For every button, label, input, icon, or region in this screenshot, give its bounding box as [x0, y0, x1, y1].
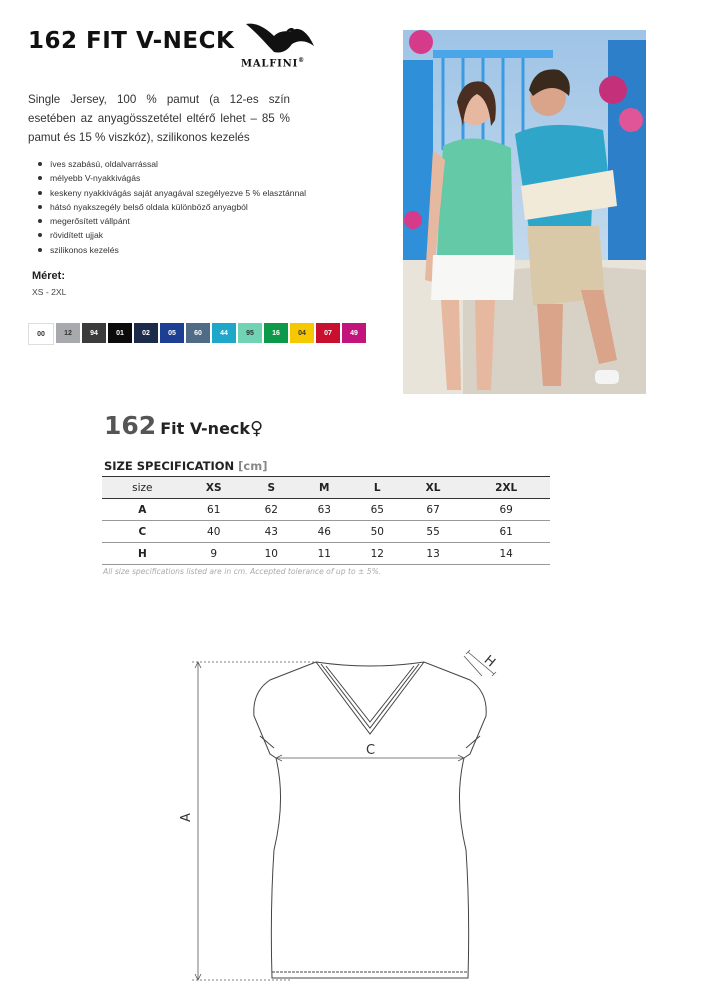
- table-row: [102, 499, 550, 521]
- label-a: A: [179, 813, 194, 822]
- feature-item: rövidített ujjak: [38, 228, 306, 242]
- table-row: [102, 521, 550, 543]
- spec-unit: [cm]: [238, 459, 268, 473]
- table-cell: 69: [462, 499, 550, 521]
- feature-item: mélyebb V-nyakkivágás: [38, 171, 306, 185]
- female-icon: ♀: [250, 418, 264, 439]
- table-cell: 13: [404, 543, 463, 565]
- product-description: Single Jersey, 100 % pamut (a 12-es szín esetében az anyagösszetétel eltérő lehet – 85 % pamut és 15 % viszkóz), szilikonos kezelés: [28, 93, 290, 144]
- model-name: Fit V-neck: [160, 419, 251, 438]
- spec-title-text: SIZE SPECIFICATION: [104, 459, 235, 473]
- table-cell: 12: [351, 543, 404, 565]
- color-swatch: 00: [28, 323, 54, 345]
- color-swatch: 60: [186, 323, 210, 343]
- column-header: XS: [183, 477, 245, 499]
- color-swatch: 01: [108, 323, 132, 343]
- column-header: size: [102, 477, 183, 499]
- column-header: XL: [404, 477, 463, 499]
- table-cell: 61: [462, 521, 550, 543]
- label-h: H: [480, 652, 498, 671]
- registered-mark: ®: [298, 57, 305, 64]
- color-swatch: 07: [316, 323, 340, 343]
- table-cell: 43: [245, 521, 298, 543]
- column-header: S: [245, 477, 298, 499]
- table-cell: 67: [404, 499, 463, 521]
- color-swatch: 49: [342, 323, 366, 343]
- table-cell: 9: [183, 543, 245, 565]
- table-cell: 63: [298, 499, 351, 521]
- column-header: 2XL: [462, 477, 550, 499]
- color-swatch: 04: [290, 323, 314, 343]
- feature-item: megerősített vállpánt: [38, 214, 306, 228]
- size-spec-table: [102, 476, 550, 565]
- brand-text: MALFINI: [241, 58, 299, 70]
- spec-note: All size specifications listed are in cm. Accepted tolerance of up to ± 5%.: [103, 567, 382, 576]
- feature-item: szilikonos kezelés: [38, 243, 306, 257]
- color-swatch: 02: [134, 323, 158, 343]
- table-cell: A: [102, 499, 183, 521]
- table-cell: 10: [245, 543, 298, 565]
- table-cell: 55: [404, 521, 463, 543]
- table-cell: 40: [183, 521, 245, 543]
- table-cell: 14: [462, 543, 550, 565]
- feature-item: íves szabású, oldalvarrással: [38, 157, 306, 171]
- color-swatch: 05: [160, 323, 184, 343]
- table-cell: C: [102, 521, 183, 543]
- color-swatch: 44: [212, 323, 236, 343]
- feature-item: keskeny nyakkivágás saját anyagával szegélyezve 5 % elasztánnal: [38, 186, 306, 200]
- color-swatch: 16: [264, 323, 288, 343]
- table-cell: 11: [298, 543, 351, 565]
- tshirt-diagram: [170, 640, 530, 990]
- table-header-row: [102, 477, 550, 499]
- product-title: 162 FIT V-NECK: [28, 28, 235, 54]
- color-swatch: 12: [56, 323, 80, 343]
- feature-item: hátsó nyakszegély belső oldala különböző anyagból: [38, 200, 306, 214]
- table-cell: H: [102, 543, 183, 565]
- feature-list: [38, 157, 306, 257]
- table-cell: 65: [351, 499, 404, 521]
- product-photo: [403, 30, 646, 394]
- table-cell: 46: [298, 521, 351, 543]
- column-header: M: [298, 477, 351, 499]
- sizes-range: XS - 2XL: [32, 287, 67, 297]
- color-swatches: [28, 323, 366, 345]
- column-header: L: [351, 477, 404, 499]
- brand-name: [241, 57, 305, 69]
- shirt-outline: [254, 662, 486, 978]
- table-cell: 61: [183, 499, 245, 521]
- model-heading: [104, 411, 263, 440]
- sizes-label: Méret:: [32, 270, 66, 282]
- spec-title: [104, 459, 267, 473]
- label-c: C: [366, 743, 376, 758]
- color-swatch: 94: [82, 323, 106, 343]
- color-swatch: 95: [238, 323, 262, 343]
- table-row: [102, 543, 550, 565]
- model-number: 162: [104, 411, 157, 440]
- table-cell: 50: [351, 521, 404, 543]
- table-cell: 62: [245, 499, 298, 521]
